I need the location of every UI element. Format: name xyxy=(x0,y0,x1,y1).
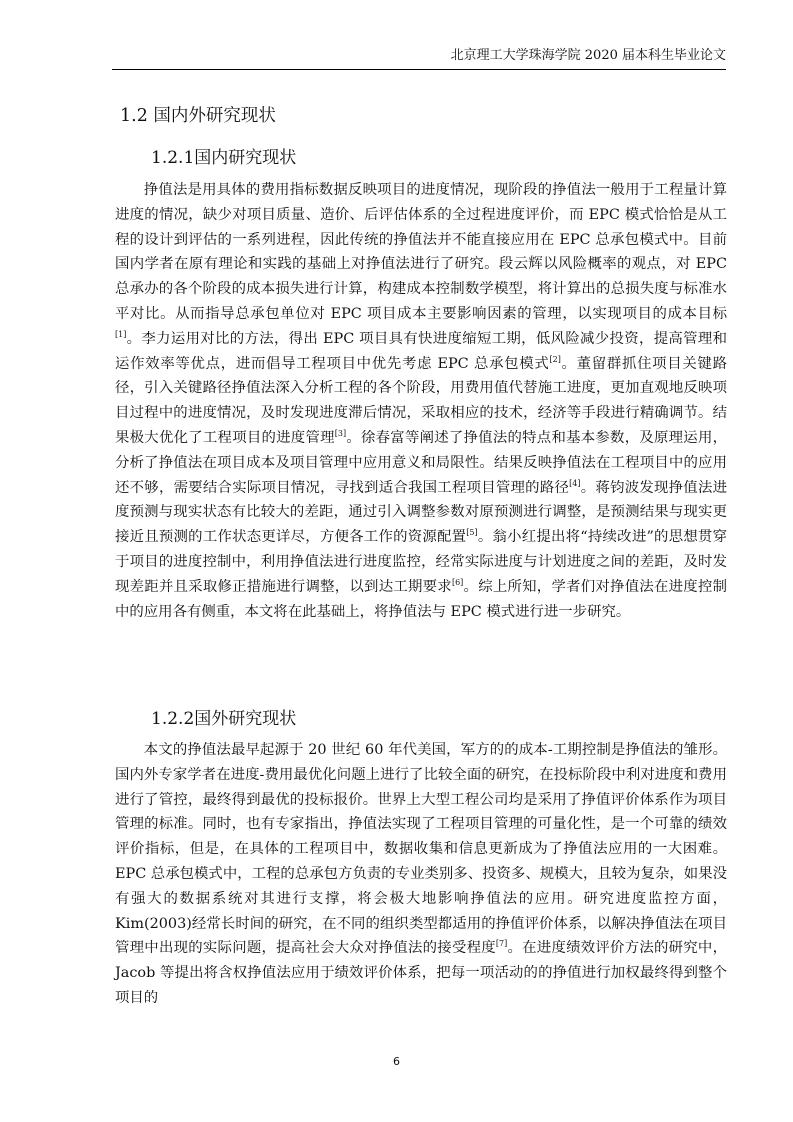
text-run: 本文的挣值法最早起源于 20 世纪 60 年代美国，军方的的成本-工期控制是挣值法的雏形。国内外专家学者在进度-费用最优化问题上进行了比较全面的研究，在投标阶段中利对进度和费用进行了管控，最终得到最优的投标报价。世界上大型工程公司均是采用了挣值评价体系作为项目管理的标准。同时，也有专家指出，挣值法实现了工程项目管理的可量化性，是一个可靠的绩效评价指标，但是，在具体的工程项目中，数据收集和信息更新成为了挣值法应用的一大困难。EPC 总承包模式中，工程的总承包方负责的专业类别多、投资多、规模大，且较为复杂，如果没有强大的数据系统对其进行支撑，将会极大地影响挣值法的应用。研究进度监控方面，Kim(2003)经常长时间的研究，在不同的组织类型都适用的挣值评价体系，以解决挣值法在项目管理中出现的实际问题，提高社会大众对挣值法的接受程度 xyxy=(115,742,727,957)
paragraph-domestic-research xyxy=(115,178,727,624)
section-heading: 1.2 国内外研究现状 xyxy=(120,106,276,126)
paragraph-foreign-research xyxy=(115,738,727,1011)
text-run: 。在进度绩效评价方法的研究中，Jacob 等提出将含权挣值法应用于绩效评价体系，把每一项活动的的挣值进行加权最终得到整个项目的 xyxy=(115,940,727,1006)
citation-6: [6] xyxy=(451,577,464,587)
citation-2: [2] xyxy=(549,354,561,364)
page-number: 6 xyxy=(393,1055,400,1068)
text-run: 。综上所知，学者们对挣值法在进度控制中的应用各有侧重，本文将在此基础上，将挣值法与 EPC 模式进行进一步研究。 xyxy=(115,578,727,620)
subsection-heading-domestic: 1.2.1国内研究现状 xyxy=(151,148,297,168)
citation-4: [4] xyxy=(569,478,581,488)
text-run: 。翁小红提出将“持续改进”的思想贯穿于项目的进度控制中，利用挣值法进行进度监控，经常实际进度与计划进度之间的差距，及时发现差距并且采取修正措施进行调整，以到达工期要求 xyxy=(115,529,727,595)
citation-7: [7] xyxy=(495,939,508,949)
subsection-heading-foreign: 1.2.2国外研究现状 xyxy=(151,709,297,729)
citation-1: [1] xyxy=(115,329,127,339)
text-run: 挣值法是用具体的费用指标数据反映项目的进度情况，现阶段的挣值法一般用于工程量计算进度的情况，缺少对项目质量、造价、后评估体系的全过程进度评价，而 EPC 模式恰恰是从工程的设计到评估的一系列进程，因此传统的挣值法并不能直接应用在 EPC 总承包模式中。目前国内学者在原有理论和实践的基础上对挣值法进行了研究。段云辉以风险概率的观点，对 EPC 总承办的各个阶段的成本损失进行计算，构建成本控制数学模型，将计算出的总损失度与标准水平对比。从而指导总承包单位对 EPC 项目成本主要影响因素的管理，以实现项目的成本目标 xyxy=(115,182,727,322)
citation-5: [5] xyxy=(466,528,478,538)
citation-3: [3] xyxy=(334,428,347,438)
text-run: 。董留群抓住项目关键路径，引入关键路径挣值法深入分析工程的各个阶段，用费用值代替施工进度，更加直观地反映项目过程中的进度情况，及时发现进度滞后情况，采取相应的技术，经济等手段进行精确调节。结果极大优化了工程项目的进度管理 xyxy=(115,355,727,446)
text-run: 。徐春富等阐述了挣值法的特点和基本参数，及原理运用，分析了挣值法在项目成本及项目管理中应用意义和局限性。结果反映挣值法在工程项目中的应用还不够，需要结合实际项目情况，寻找到适合我国工程项目管理的路径 xyxy=(115,429,727,496)
running-header: 北京理工大学珠海学院 2020 届本科生毕业论文 xyxy=(112,46,726,70)
text-run: 。蒋钧波发现挣值法进度预测与现实状态有比较大的差距，通过引入调整参数对原预测进行调整，是预测结果与现实更接近且预测的工作状态更详尽，方便各工作的资源配置 xyxy=(115,479,727,546)
text-run: 。李力运用对比的方法，得出 EPC 项目具有快进度缩短工期，低风险减少投资，提高管理和运作效率等优点，进而倡导工程项目中优先考虑 EPC 总承包模式 xyxy=(115,330,727,372)
